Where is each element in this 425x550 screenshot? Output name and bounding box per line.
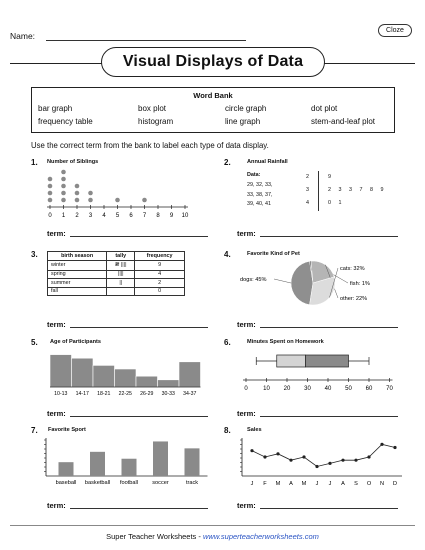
term-label: term:: [47, 501, 66, 510]
name-input-line[interactable]: [46, 40, 246, 41]
histogram-bar: [136, 376, 158, 387]
category-label: track: [185, 480, 199, 486]
term-answer-line[interactable]: [260, 236, 398, 237]
histogram-bar: [115, 369, 137, 387]
category-label: 26-29: [140, 391, 154, 397]
table-row: [48, 260, 185, 270]
x-tick-label: 6: [129, 213, 133, 219]
month-label: F: [263, 481, 267, 487]
word-bank-term: line graph: [225, 117, 261, 126]
month-label: O: [366, 481, 372, 487]
word-bank: [31, 87, 395, 133]
term-label: term:: [237, 229, 256, 238]
chart-title: Age of Participants: [50, 339, 101, 345]
data-point: [367, 455, 370, 458]
table-header: birth season: [48, 252, 107, 261]
term-label: term:: [47, 409, 66, 418]
x-tick-label: 60: [365, 386, 373, 392]
dot-plot: [40, 166, 200, 222]
month-label: N: [379, 481, 385, 487]
x-tick-label: 9: [169, 213, 174, 219]
x-tick-label: 30: [304, 386, 311, 392]
data-dot: [75, 198, 80, 203]
term-answer-line[interactable]: [70, 236, 208, 237]
histogram-bar: [50, 355, 72, 387]
x-tick-label: 70: [386, 386, 393, 392]
word-bank-term: stem-and-leaf plot: [311, 117, 376, 126]
x-tick-label: 4: [102, 213, 106, 219]
leaves: 2 3 3 7 8 9: [328, 187, 384, 193]
data-point: [263, 455, 266, 458]
data-point: [393, 446, 396, 449]
term-answer-line[interactable]: [260, 508, 398, 509]
category-label: 18-21: [97, 391, 111, 397]
data-dot: [61, 198, 66, 203]
slice-label: fish: 1%: [350, 281, 370, 287]
histogram: [40, 347, 205, 401]
data-dot: [61, 177, 66, 182]
leaves: 0 1: [328, 200, 342, 206]
data-dot: [75, 184, 80, 189]
table-row: [48, 270, 185, 279]
histogram-bar: [158, 380, 180, 387]
problem-number: 4.: [224, 250, 231, 259]
instruction-text: Use the correct term from the bank to label each type of data display.: [31, 141, 269, 150]
data-dot: [61, 184, 66, 189]
word-bank-term: circle graph: [225, 104, 267, 113]
data-dot: [48, 177, 53, 182]
cloze-button[interactable]: Cloze: [378, 24, 412, 37]
stem-divider: [318, 171, 319, 211]
table-cell: 4: [135, 270, 185, 279]
category-label: 10-13: [54, 391, 68, 397]
x-tick-label: 10: [181, 213, 189, 219]
data-dot: [142, 198, 147, 203]
table-cell: 𝍸 ||||: [107, 260, 135, 270]
table-cell: 0: [135, 287, 185, 296]
table-header: frequency: [135, 252, 185, 261]
table-cell: spring: [48, 270, 107, 279]
chart-title: Sales: [247, 427, 262, 433]
term-label: term:: [237, 409, 256, 418]
leaves: 9: [328, 174, 331, 180]
category-label: 34-37: [183, 391, 197, 397]
chart-title: Favorite Kind of Pet: [247, 251, 300, 257]
name-label: Name:: [10, 31, 36, 41]
page-title: Visual Displays of Data: [101, 47, 325, 77]
table-cell: 2: [135, 279, 185, 288]
table-cell: summer: [48, 279, 107, 288]
data-point: [341, 459, 344, 462]
x-tick-label: 0: [48, 213, 52, 219]
category-label: basketball: [84, 480, 111, 486]
table-cell: winter: [48, 260, 107, 270]
data-point: [315, 465, 318, 468]
bar-graph: [38, 434, 213, 490]
x-tick-label: 5: [115, 213, 120, 219]
x-tick-label: 3: [88, 213, 93, 219]
data-dot: [48, 198, 53, 203]
bar: [153, 441, 168, 476]
footer-url-link[interactable]: www.superteacherworksheets.com: [202, 532, 319, 541]
term-label: term:: [47, 320, 66, 329]
x-tick-label: 20: [283, 386, 291, 392]
chart-title: Favorite Sport: [48, 427, 86, 433]
term-answer-line[interactable]: [70, 327, 208, 328]
histogram-bar: [179, 362, 201, 387]
data-point: [276, 452, 279, 455]
bar: [122, 459, 137, 476]
category-label: 30-33: [161, 391, 175, 397]
term-answer-line[interactable]: [260, 416, 398, 417]
footer-rule: [10, 525, 415, 526]
table-header: tally: [107, 252, 135, 261]
bar: [90, 452, 105, 476]
term-label: term:: [237, 501, 256, 510]
frequency-table: [47, 251, 185, 296]
chart-title: Minutes Spent on Homework: [247, 339, 324, 345]
category-label: football: [119, 480, 139, 486]
table-cell: 9: [135, 260, 185, 270]
histogram-bar: [72, 358, 94, 387]
sales-line: [252, 444, 395, 466]
x-tick-label: 2: [75, 213, 79, 219]
month-label: J: [328, 481, 332, 487]
word-bank-term: bar graph: [38, 104, 73, 113]
box-upper: [305, 355, 348, 367]
data-point: [328, 462, 331, 465]
table-row: [48, 279, 185, 288]
table-row: [48, 287, 185, 296]
category-label: 14-17: [75, 391, 89, 397]
data-point: [289, 459, 292, 462]
slice-label: cats: 32%: [340, 266, 365, 272]
x-tick-label: 50: [345, 386, 352, 392]
data-point: [302, 455, 305, 458]
category-label: baseball: [55, 480, 77, 486]
word-bank-term: histogram: [138, 117, 174, 126]
data-line: 39, 40, 41: [247, 201, 271, 207]
term-answer-line[interactable]: [70, 508, 208, 509]
slice-label: dogs: 45%: [240, 277, 267, 283]
table-cell: fall: [48, 287, 107, 296]
pie-slice: [291, 261, 313, 304]
box-plot: [234, 352, 404, 396]
month-label: S: [354, 481, 358, 487]
x-tick-label: 10: [263, 386, 270, 392]
footer: [0, 532, 425, 541]
bar: [185, 448, 200, 476]
category-label: 22-25: [118, 391, 132, 397]
data-point: [380, 443, 383, 446]
bar: [59, 462, 74, 476]
problem-number: 3.: [31, 250, 38, 259]
stem: 3: [306, 187, 309, 193]
data-dot: [61, 170, 66, 175]
data-dot: [88, 198, 93, 203]
footer-brand: Super Teacher Worksheets -: [106, 532, 203, 541]
problem-number: 5.: [31, 338, 38, 347]
data-point: [354, 459, 357, 462]
circle-graph: [230, 258, 410, 308]
line-graph: [234, 434, 404, 490]
month-label: J: [315, 481, 319, 487]
x-tick-label: 8: [156, 213, 160, 219]
data-line: 29, 32, 33,: [247, 182, 273, 188]
month-label: M: [301, 481, 307, 487]
problem-number: 7.: [31, 426, 38, 435]
data-dot: [61, 191, 66, 196]
x-tick-label: 40: [324, 386, 332, 392]
data-dot: [48, 191, 53, 196]
word-bank-term: box plot: [138, 104, 167, 113]
category-label: soccer: [152, 480, 169, 486]
chart-title: Annual Rainfall: [247, 159, 288, 165]
problem-number: 6.: [224, 338, 231, 347]
table-cell: ||: [107, 279, 135, 288]
word-bank-term: frequency table: [38, 117, 93, 126]
stem: 4: [306, 200, 309, 206]
x-tick-label: 7: [142, 213, 147, 219]
stem: 2: [306, 174, 309, 180]
month-label: D: [392, 481, 398, 487]
x-tick-label: 0: [244, 386, 248, 392]
data-dot: [115, 198, 120, 203]
word-bank-term: dot plot: [311, 104, 338, 113]
data-label: Data:: [247, 172, 261, 178]
term-label: term:: [237, 320, 256, 329]
term-label: term:: [47, 229, 66, 238]
table-cell: ||||: [107, 270, 135, 279]
leader-line: [274, 279, 291, 283]
month-label: J: [250, 481, 254, 487]
data-line: 33, 38, 37,: [247, 192, 273, 198]
problem-number: 8.: [224, 426, 231, 435]
month-label: M: [275, 481, 281, 487]
x-tick-label: 1: [61, 213, 66, 219]
data-dot: [75, 191, 80, 196]
slice-label: other: 22%: [340, 296, 368, 302]
histogram-bar: [93, 365, 115, 387]
problem-number: 2.: [224, 158, 231, 167]
data-dot: [88, 191, 93, 196]
term-answer-line[interactable]: [70, 416, 208, 417]
data-dot: [48, 184, 53, 189]
word-bank-title: Word Bank: [193, 91, 233, 100]
data-point: [250, 449, 253, 452]
table-cell: [107, 287, 135, 296]
month-label: A: [341, 481, 345, 487]
month-label: A: [289, 481, 293, 487]
chart-title: Number of Siblings: [47, 159, 99, 165]
term-answer-line[interactable]: [260, 327, 398, 328]
box-lower: [277, 355, 306, 367]
problem-number: 1.: [31, 158, 38, 167]
